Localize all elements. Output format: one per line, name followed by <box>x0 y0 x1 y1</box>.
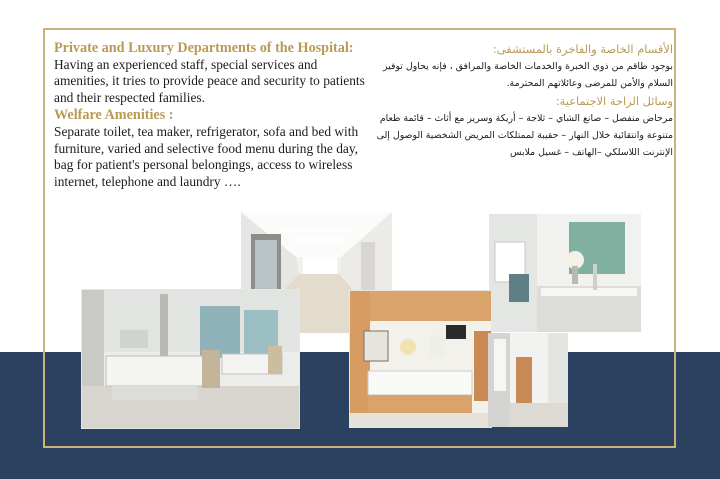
arabic-departments-heading: الأقسام الخاصة والفاخرة بالمستشفى: <box>492 42 673 56</box>
patient-room-photo <box>489 214 641 332</box>
english-amenities-heading: Welfare Amenities : <box>54 107 174 124</box>
hallway-photo <box>488 333 568 427</box>
english-text-block <box>54 40 366 191</box>
reception-desk-photo <box>349 290 492 428</box>
english-amenities-text: Separate toilet, tea maker, refrigerator, sofa and bed with furniture, varied and selective food menu during the day, bag for patient's personal belongings, access to wireless internet, telephone and laundry …. <box>54 123 359 189</box>
english-departments-heading: Private and Luxury Departments of the Hospital: <box>54 40 354 56</box>
arabic-amenities-heading: وسائل الراحة الاجتماعية: <box>555 94 673 108</box>
patient-ward-photo <box>81 289 300 429</box>
arabic-text-block <box>373 40 673 161</box>
arabic-amenities-text: مرحاض منفصل – صانع الشاي – ثلاجة – أريكة وسرير مع أثاث – قائمة طعام متنوعة وانتقائية خلال النهار – حقيبة لممتلكات المريض الشخصية الوصول إلى الإنترنت اللاسلكي –الهاتف – غسيل ملابس <box>376 113 673 158</box>
arabic-departments-text: بوجود طاقم من ذوي الخبرة والخدمات الخاصة والمرافق ، فإنه يحاول توفير السلام والأمن للمرضى وعائلاتهم المحترمة. <box>382 61 673 89</box>
english-departments-text: Having an experienced staff, special services and amenities, it tries to provide peace and security to patients and their respected families. <box>54 56 365 105</box>
